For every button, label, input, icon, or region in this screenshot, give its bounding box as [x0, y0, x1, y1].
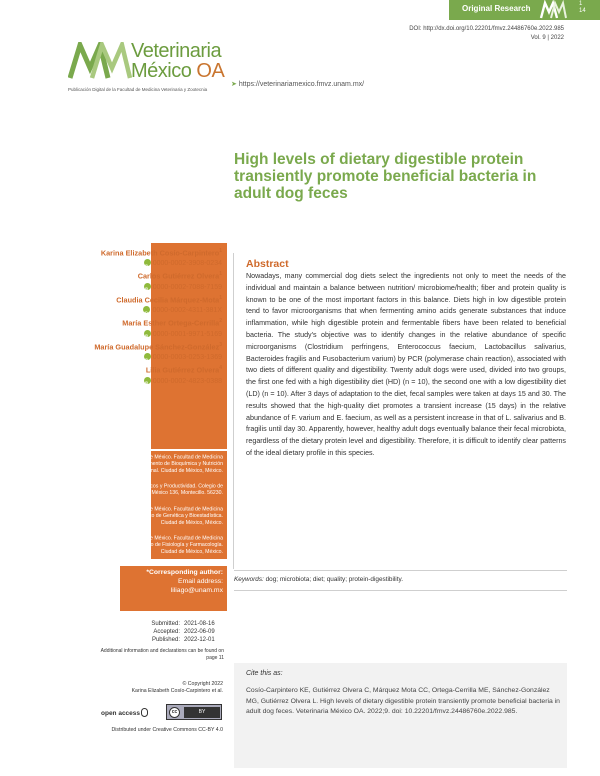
journal-title-oa: OA	[196, 60, 225, 82]
author-affiliation-sup: 3	[219, 341, 222, 348]
article-title: High levels of dietary digestible protein transiently promote beneficial bacteria in adult dog feces	[234, 151, 537, 202]
affiliation-text: Universidad Nacional Autónoma de México. Facultad de Medicina Veterinaria y Zootecnia. Departamento de Genética y Bioestadística. Ciudad de México, México.	[65, 506, 223, 526]
journal-mini-logo-icon	[539, 0, 567, 20]
author-name	[44, 246, 222, 258]
affiliation-sup: 4	[69, 533, 72, 539]
affiliation-item	[60, 533, 223, 555]
author-affiliation-sup: 1	[219, 248, 222, 254]
abstract-text: Nowadays, many commercial dog diets select the ingredients not only to meet the needs of the individual and maintain a balance between nutrition/ microbiome/health; fiber and protein quality is known to be one of the most important factors in this balance. Diets high in low digestible protein tend to favor microorganisms that when fermenting amino acids generate substances that induce inflammation, while high digestible protein and fermentable fibers have been related to beneficial bacteria. The study's objective was to identify changes in the relative abundance of specific microorganisms (Clostridium perfringens, Enterococcus faecium, Lactobacillus salivarius, Bacteroides fragilis and Fusobacterium varium) by PCR (polymerase chain reaction), associated with two diets of different quality and digestibility. Twenty adult dogs were used, divided into two groups, the first one fed with a high digestibility diet (HD) (n = 10), the second one with a low digestibility diet (LD) (n = 10). After 3 days of adaptation to the diet, fecal samples were taken at days 15 and 30. The results showed that the high-quality diet promotes a transient increase (15 days) in the relative abundance of F. varium and E. faecium, as well as a persistent increase in that of L. salivarius and B. fragilis until day 30. Apparently, however, healthy adult dogs eventually balance their fecal microbiota, regardless of the dietary protein level and digestibility. Therefore, it is difficult to identify clear patterns of the ideal dietary profile in this species.	[246, 272, 566, 457]
affiliation-item	[60, 452, 223, 474]
cc-icon: cc	[169, 707, 180, 718]
date-label: Submitted:	[151, 621, 180, 627]
citation-label: Cite this as:	[246, 670, 283, 677]
orcid-id[interactable]: 0000-0001-9971-5169	[152, 330, 222, 338]
author-name	[44, 340, 222, 352]
date-row	[100, 636, 224, 644]
affiliation-sup: 3	[69, 503, 72, 509]
author-name	[44, 363, 222, 375]
affiliation-sup: 1	[69, 452, 72, 457]
date-row	[100, 620, 224, 628]
author-list	[44, 246, 222, 387]
page-total: 14	[579, 8, 586, 14]
date-label: Published:	[151, 637, 180, 643]
author-name-text: Karina Elizabeth Cosío-Carpintero	[100, 248, 220, 258]
orcid-id[interactable]: 0000-0002-3908-0234	[152, 260, 222, 268]
author-affiliation-sup: 4	[219, 365, 222, 372]
keywords-text: dog; microbiota; diet; quality; protein-digestibility.	[265, 576, 403, 583]
journal-logo-icon	[68, 42, 132, 80]
additional-info: Additional information and declarations can be found on page 11	[100, 648, 224, 661]
abstract-heading: Abstract	[246, 258, 289, 270]
journal-title-line1: Veterinaria	[131, 40, 222, 62]
author-orcid[interactable]	[44, 258, 222, 269]
date-value: 2022-12-01	[184, 637, 215, 643]
author-affiliation-sup: 2	[219, 318, 222, 325]
author-name-text: María Guadalupe Sánchez-González	[94, 342, 220, 352]
page-number	[579, 1, 586, 15]
orcid-icon	[144, 330, 151, 337]
affiliation-item	[60, 481, 223, 497]
copyright-line1: © Copyright 2022	[182, 681, 223, 687]
volume-info: Vol. 9 | 2022	[530, 35, 564, 41]
corresponding-label: *Corresponding author:	[146, 569, 223, 576]
page-current: 1	[579, 1, 583, 7]
orcid-id[interactable]: 0000-0002-7088-7159	[152, 283, 222, 291]
date-row	[100, 628, 224, 636]
divider-top	[234, 570, 567, 571]
doi-link[interactable]: DOI: http://dx.doi.org/10.22201/fmvz.24486760e.2022.985	[409, 26, 564, 32]
orcid-icon	[144, 377, 151, 384]
orcid-icon	[144, 259, 151, 266]
cc-by-badge[interactable]	[166, 704, 222, 720]
orcid-icon	[144, 353, 151, 360]
orcid-id[interactable]: 0000-0002-4823-0388	[152, 377, 222, 385]
date-value: 2021-08-16	[184, 621, 215, 627]
email-link[interactable]: liliago@unam.mx	[170, 587, 223, 594]
corresponding-author	[120, 568, 223, 595]
article-dates	[100, 620, 224, 644]
date-label: Accepted:	[153, 629, 180, 635]
author-name-text: María Esther Ortega-Cerrilla	[122, 318, 220, 328]
email-label: Email address:	[178, 578, 223, 585]
author-name-text: Carlos Gutiérrez Olvera	[137, 271, 220, 281]
license-text: Distributed under Creative Commons CC-BY 4.0	[111, 727, 223, 733]
author-affiliation-sup: 1	[219, 294, 222, 301]
journal-url-text[interactable]: https://veterinariamexico.fmvz.unam.mx/	[238, 81, 365, 88]
journal-title-mexico: México	[131, 60, 192, 82]
journal-subtitle: Publicación Digital de la Facultad de Medicina Veterinaria y Zootecnia	[68, 87, 208, 92]
author-orcid[interactable]	[44, 352, 222, 363]
affiliation-item	[60, 504, 223, 526]
author-orcid[interactable]	[44, 282, 222, 293]
author-orcid[interactable]	[44, 305, 222, 316]
copyright	[90, 681, 223, 695]
by-icon: BY	[184, 707, 220, 718]
author-name	[44, 269, 222, 281]
open-access-logo	[101, 708, 148, 717]
column-divider	[233, 253, 234, 569]
date-value: 2022-06-09	[184, 629, 215, 635]
orcid-id[interactable]: 0000-0002-4311-381X	[152, 307, 222, 315]
arrow-right-icon: ➤	[231, 81, 237, 88]
orcid-icon	[143, 306, 150, 313]
author-name-text: Lilia Gutiérrez Olvera	[145, 365, 220, 375]
citation-text: Cosío-Carpintero KE, Gutiérrez Olvera C, Márquez Mota CC, Ortega-Cerrilla ME, Sánchez-González MG, Gutiérrez Olvera L. High levels of dietary digestible protein transiently promote beneficial bacteria in adult dog feces. Veterinaria México OA. 2022;9. doi: 10.22201/fmvz.24486760e.2022.985.	[246, 687, 560, 715]
copyright-line2: Karina Elizabeth Cosío-Carpintero et al.	[131, 688, 223, 694]
keywords-label: Keywords:	[234, 576, 264, 583]
author-orcid[interactable]	[44, 376, 222, 387]
keywords	[234, 576, 567, 583]
author-name	[44, 316, 222, 328]
author-name-text: Claudia Cecilia Márquez-Mota	[116, 295, 220, 305]
section-label: Original Research	[462, 4, 531, 13]
open-lock-icon	[141, 708, 148, 717]
affiliation-text: Universidad Nacional Autónoma de México. Facultad de Medicina Veterinaria y Zootecnia. Departamento de Fisiología y Farmacología. Ciudad de México, México.	[64, 535, 223, 555]
journal-title-line2	[131, 60, 224, 83]
journal-url[interactable]	[231, 80, 364, 88]
divider-bottom	[234, 590, 567, 591]
author-name	[44, 293, 222, 305]
affiliation-list	[60, 452, 223, 562]
author-affiliation-sup: 1	[219, 271, 222, 278]
orcid-id[interactable]: 0000-0003-0253-1369	[152, 354, 222, 362]
orcid-icon	[144, 283, 151, 290]
open-access-text: open access	[101, 710, 141, 717]
affiliation-text: Universidad Nacional Autónoma de México. Facultad de Medicina Veterinaria y Zootecnia. Departamento de Bioquímica y Nutrición Animal. Ciudad de México, México.	[71, 454, 223, 474]
affiliation-sup: 2	[82, 481, 85, 487]
affiliation-text: Instituto de Recursos Genéticos y Productividad. Colegio de Postgraduados. Km. 36.5, México 136, Montecillo. 56230.	[84, 483, 223, 497]
author-orcid[interactable]	[44, 329, 222, 340]
